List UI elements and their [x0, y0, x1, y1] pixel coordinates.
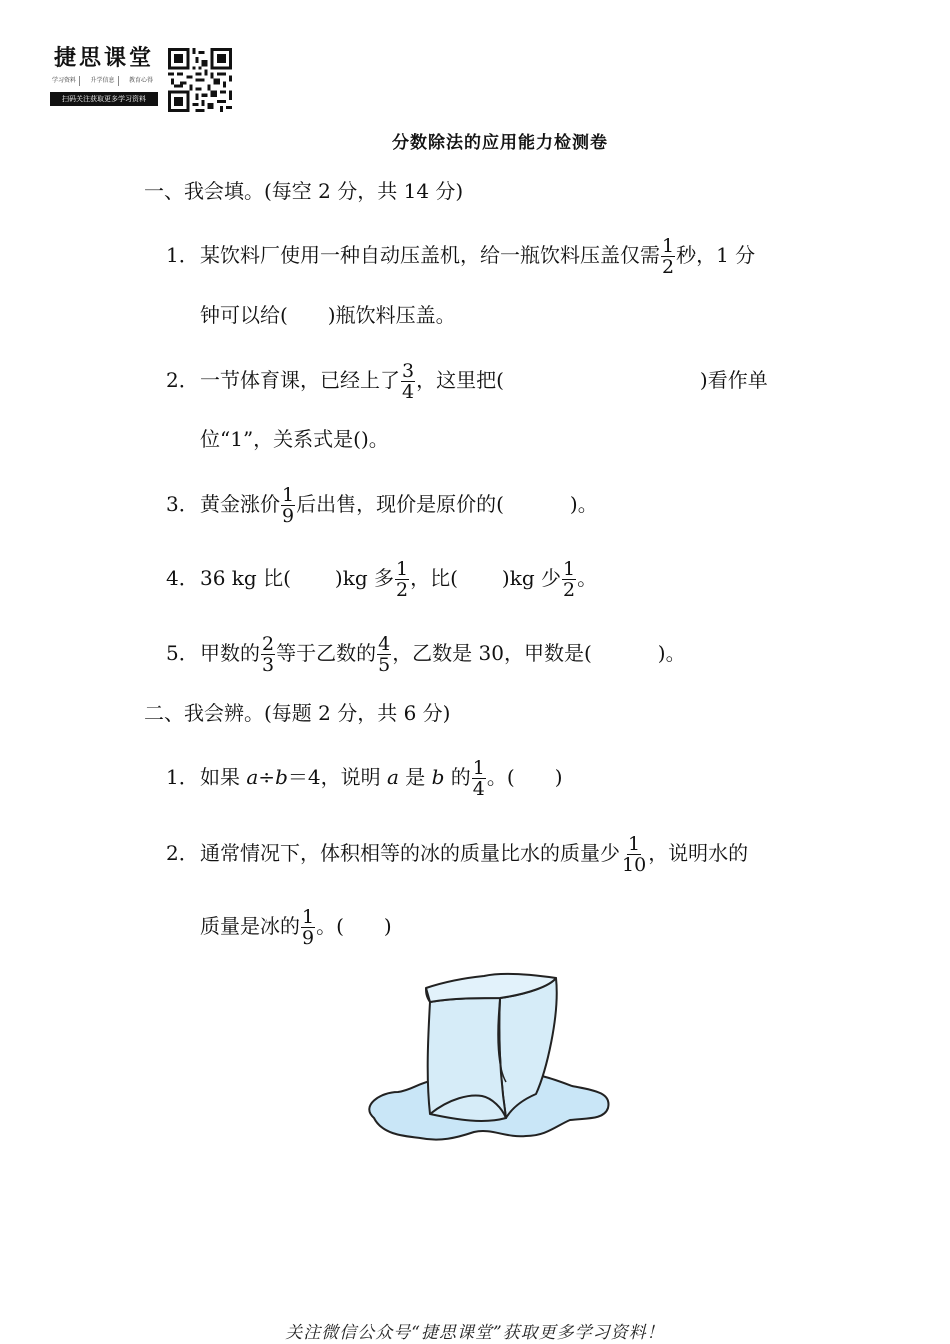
fraction: [281, 485, 295, 526]
denominator: 9: [302, 927, 315, 949]
fraction: [261, 634, 275, 675]
logo-title: 捷思课堂: [53, 45, 154, 71]
question-2-2-cont: [200, 907, 392, 948]
question-number: 2．: [166, 368, 199, 392]
numerator: 1: [662, 235, 675, 257]
logo-tag: 学习资料: [52, 76, 80, 86]
numerator: 1: [472, 757, 485, 779]
page-title: 分数除法的应用能力检测卷: [392, 133, 608, 153]
fraction: [401, 361, 415, 402]
denominator: 9: [282, 505, 295, 527]
question-2-1: [166, 758, 563, 799]
numerator: 4: [378, 633, 391, 655]
numerator: 1: [282, 484, 295, 506]
question-text: 质量是冰的: [200, 914, 300, 938]
numerator: 1: [395, 558, 409, 580]
question-text: 。: [577, 566, 598, 590]
question-text: 黄金涨价: [200, 492, 280, 516]
question-number: 1．: [166, 243, 199, 267]
question-1-5: [166, 634, 686, 675]
fraction: [395, 559, 409, 600]
fraction: [562, 559, 576, 600]
question-text: )。: [657, 641, 686, 665]
fraction: [301, 907, 315, 948]
question-text: 的: [444, 765, 471, 789]
question-number: 3．: [166, 492, 199, 516]
variable: b: [431, 765, 445, 789]
question-text: )看作单: [699, 368, 768, 392]
question-number: 4．: [166, 566, 199, 590]
question-text: 。( ): [316, 914, 392, 938]
question-text: 通常情况下，体积相等的冰的质量比水的质量少: [200, 841, 620, 865]
question-1-1-cont: 钟可以给( )瓶饮料压盖。: [200, 303, 456, 327]
question-1-4: [166, 559, 597, 600]
denominator: 4: [402, 381, 415, 403]
question-text: ，说明水的: [648, 841, 749, 865]
numerator: 1: [562, 558, 576, 580]
melting-ice-cube-illustration: [360, 968, 616, 1150]
fraction: [472, 758, 486, 799]
variable: a: [386, 765, 399, 789]
question-1-3: [166, 485, 598, 526]
question-text: )kg 多: [334, 566, 394, 590]
fraction: [661, 236, 675, 277]
denominator: 10: [622, 854, 647, 876]
qr-code-icon: [168, 48, 232, 112]
logo-tags: [50, 76, 158, 86]
question-text: ，乙数是 30，甲数是(: [392, 641, 592, 665]
variable: a: [246, 765, 259, 789]
question-1-1: [166, 236, 755, 277]
denominator: 4: [472, 778, 485, 800]
question-text: ，这里把(: [416, 368, 504, 392]
section-heading-judge: 二、我会辨。(每题 2 分，共 6 分): [144, 701, 451, 725]
question-text: 一节体育课，已经上了: [200, 368, 400, 392]
fraction: [621, 834, 647, 875]
question-text: ＝4，说明: [287, 765, 387, 789]
logo-tag: 升学信息: [90, 76, 118, 86]
denominator: 2: [662, 256, 675, 278]
variable: b: [275, 765, 288, 789]
question-text: 等于乙数的: [276, 641, 377, 665]
operator: ÷: [258, 765, 276, 789]
question-text: 如果: [200, 765, 247, 789]
question-1-2-cont: 位“1”，关系式是()。: [200, 427, 389, 451]
numerator: 1: [302, 906, 315, 928]
question-2-2: [166, 834, 748, 875]
numerator: 1: [628, 833, 641, 855]
numerator: 2: [262, 633, 275, 655]
numerator: 3: [402, 360, 415, 382]
footer-note: 关注微信公众号“捷思课堂”获取更多学习资料！: [285, 1323, 665, 1343]
question-text: 后出售，现价是原价的(: [296, 492, 504, 516]
logo-bar: 扫码关注获取更多学习资料: [50, 92, 158, 106]
denominator: 2: [562, 579, 576, 601]
question-number: 2．: [166, 841, 199, 865]
question-text: 某饮料厂使用一种自动压盖机，给一瓶饮料压盖仅需: [200, 243, 660, 267]
logo: [50, 44, 158, 106]
question-text: 秒，1 分: [676, 243, 756, 267]
question-1-2: [166, 361, 768, 402]
question-number: 5．: [166, 641, 199, 665]
fraction: [377, 634, 391, 675]
question-text: 。( ): [486, 765, 563, 789]
question-text: 甲数的: [200, 641, 260, 665]
question-text: ，比(: [410, 566, 458, 590]
denominator: 3: [262, 654, 275, 676]
question-text: )。: [569, 492, 598, 516]
logo-tag: 教育心得: [128, 77, 153, 84]
question-text: )kg 少: [501, 566, 561, 590]
denominator: 5: [378, 654, 391, 676]
question-number: 1．: [166, 765, 199, 789]
section-heading-fill: 一、我会填。(每空 2 分，共 14 分): [144, 179, 464, 203]
question-text: 36 kg 比(: [200, 566, 291, 590]
question-text: 是: [398, 765, 432, 789]
denominator: 2: [395, 579, 409, 601]
